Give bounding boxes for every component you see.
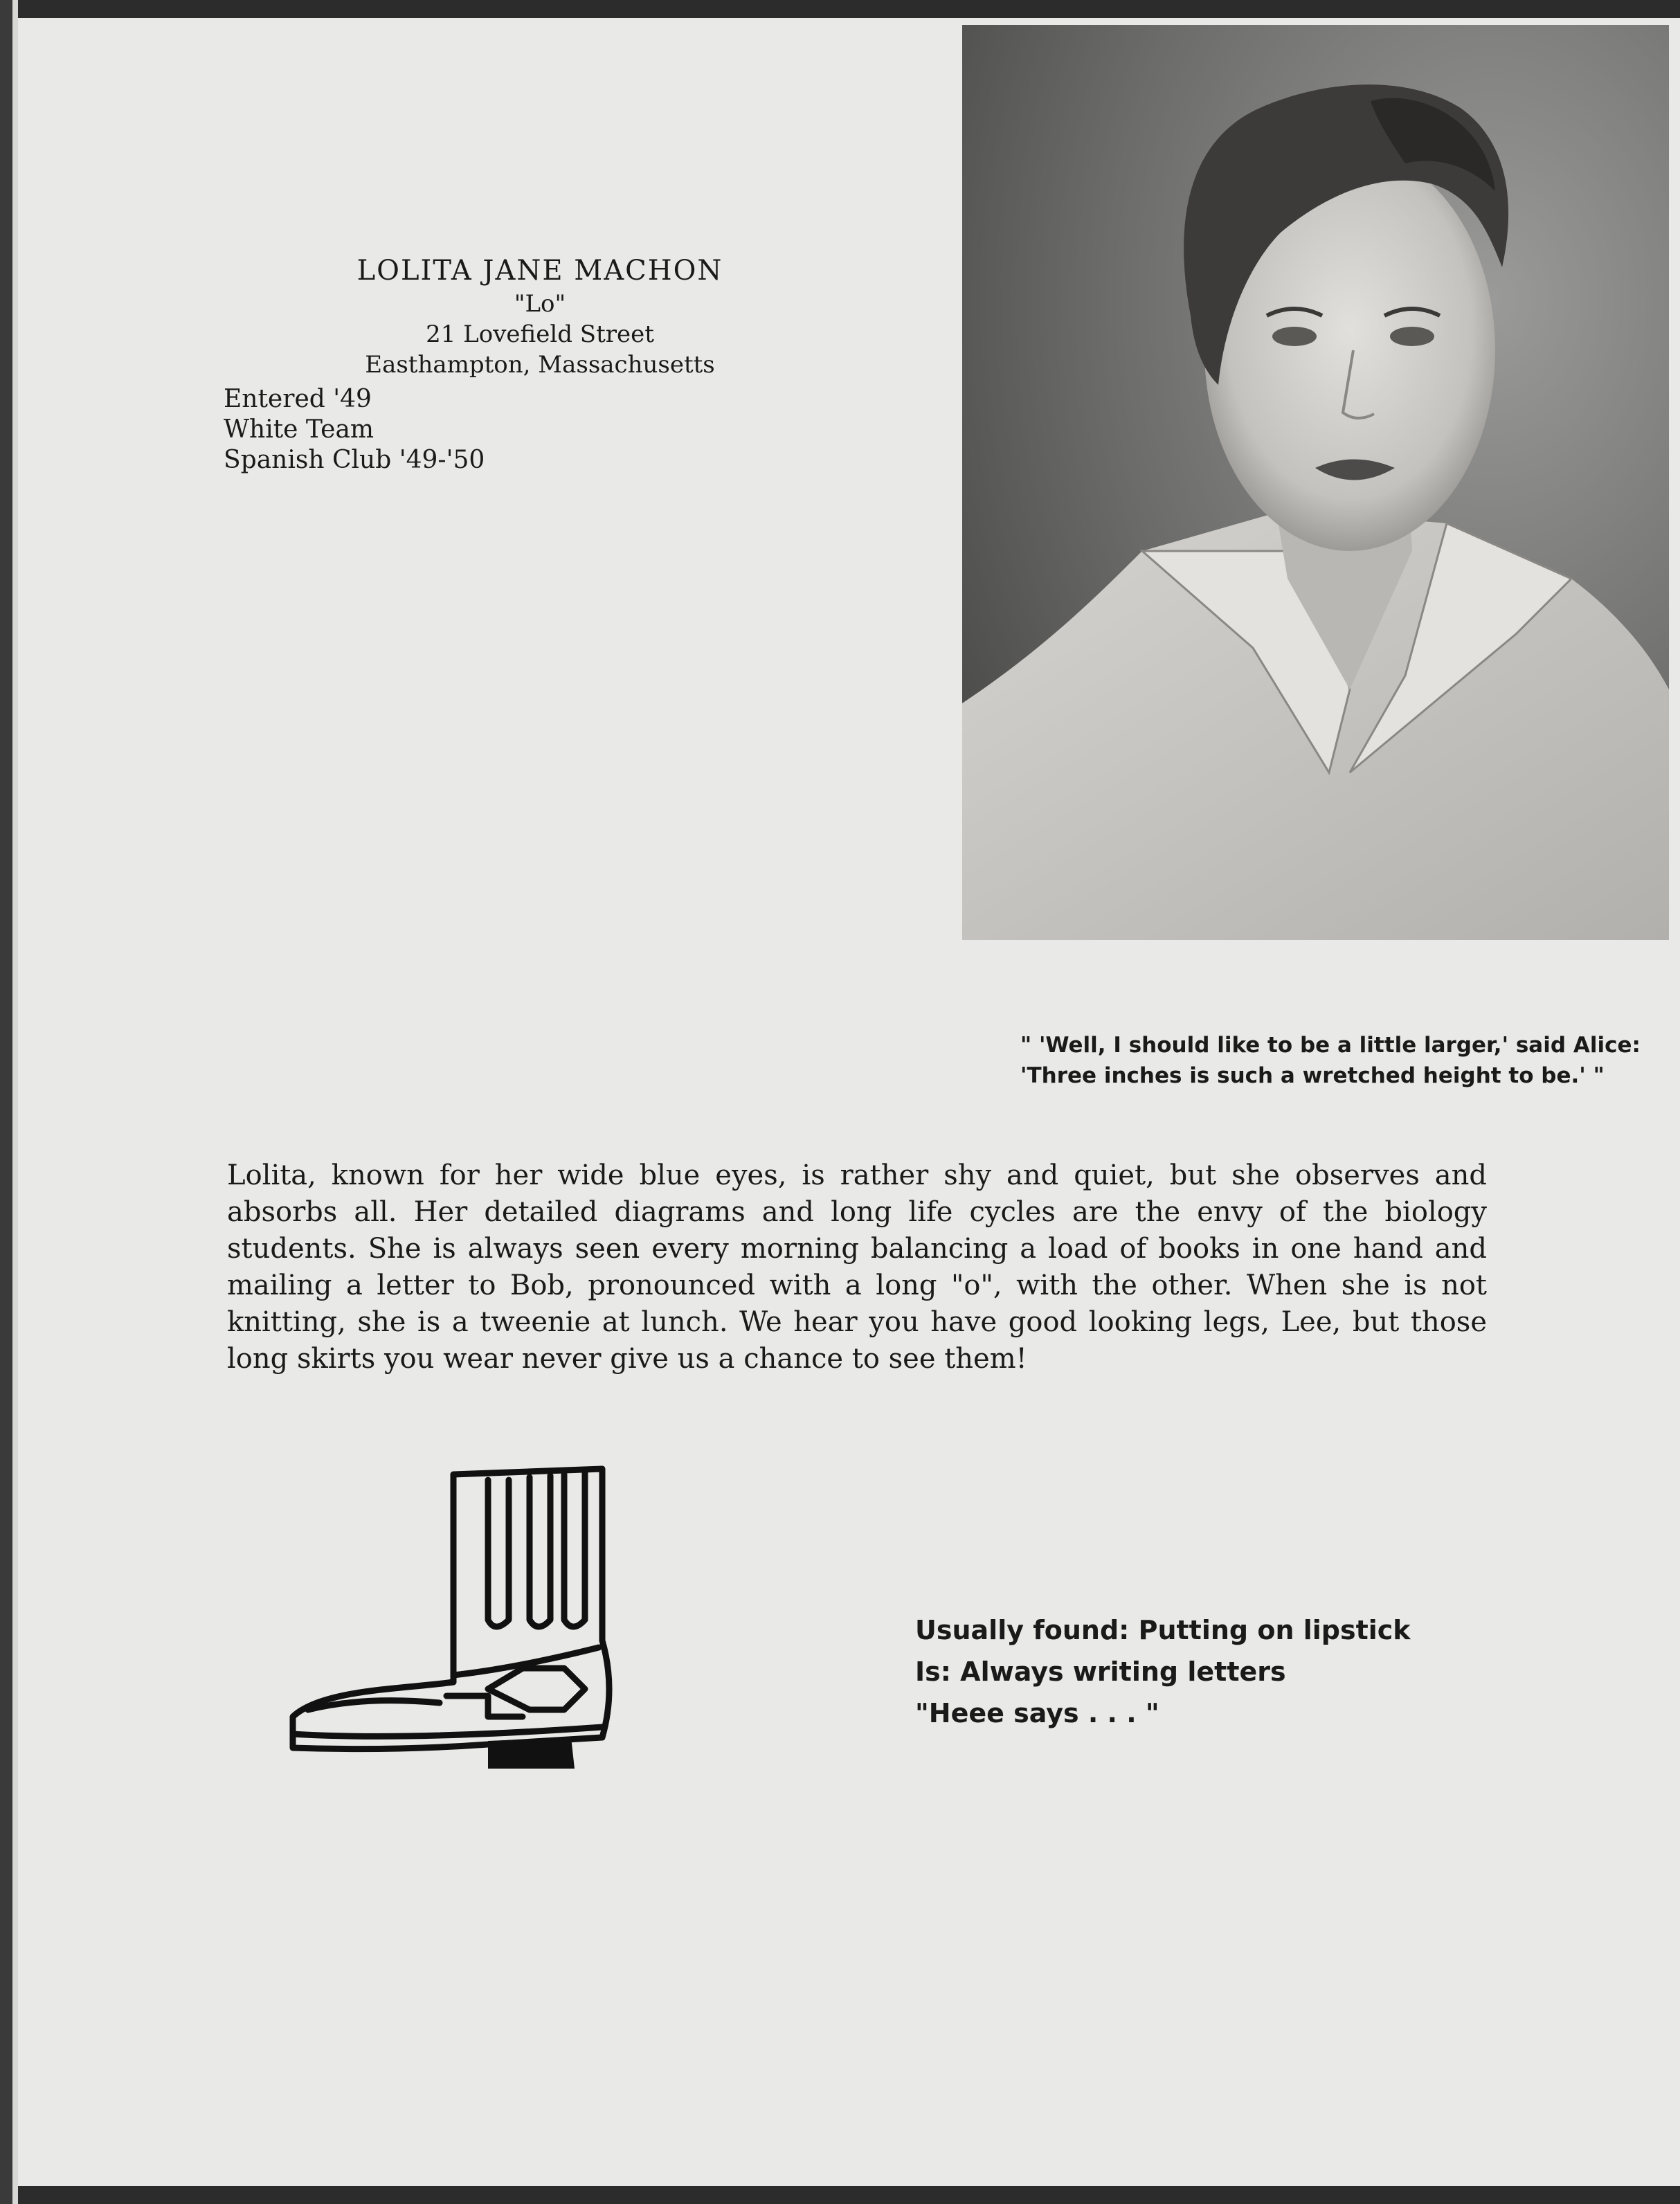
activities-list (224, 384, 485, 476)
favorite-saying: "Heee says . . . " (915, 1698, 1159, 1728)
biography-paragraph: Lolita, known for her wide blue eyes, is rather shy and quiet, but she observes and absorbs all. Her detailed diagrams and long life cycles are the envy of the biology students. She is always seen every morning balancing a load of books in one hand and mailing a letter to Bob, pronounced with a long "o", with the other. When she is not knitting, she is a tweenie at lunch. We hear you have good looking legs, Lee, but those long skirts you wear never give us a chance to see them! (227, 1159, 1487, 1375)
student-nickname: "Lo" (514, 290, 566, 318)
page-gutter (12, 0, 18, 2204)
scan-border-bottom (0, 2186, 1680, 2204)
activity-entered: Entered '49 (224, 385, 372, 413)
scan-border-left (0, 0, 12, 2204)
street-address: 21 Lovefield Street (426, 320, 654, 348)
usually-found: Usually found: Putting on lipstick (915, 1615, 1411, 1645)
alice-quote: " 'Well, I should like to be a little larger,' said Alice: 'Three inches is such a wretched height to be.' " (1020, 1033, 1641, 1088)
student-name: LOLITA JANE MACHON (356, 255, 723, 287)
activity-team: White Team (224, 415, 374, 444)
portrait-image (962, 25, 1669, 940)
city-address: Easthampton, Massachusetts (365, 351, 715, 379)
always-doing: Is: Always writing letters (915, 1656, 1286, 1687)
profile-header (346, 253, 734, 380)
boot-icon (280, 1461, 613, 1779)
activity-club: Spanish Club '49-'50 (224, 446, 485, 474)
fun-facts (915, 1609, 1411, 1734)
scan-border-top (0, 0, 1680, 18)
portrait-photo (962, 25, 1669, 940)
